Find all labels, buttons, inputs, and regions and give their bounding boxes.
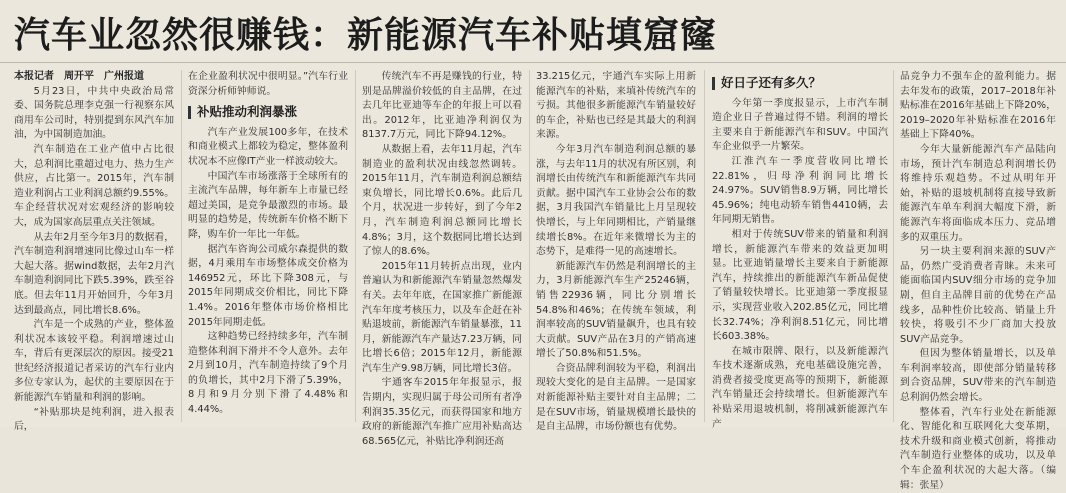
paragraph: 江淮汽车一季度营收同比增长22.81%，归母净利润同比增长24.97%。SUV销售8.9万辆，同比增长45.96%；纯电动轿车销售4410辆，去年同期无销售。	[712, 155, 888, 226]
paragraph: 从去年2月至今年3月的数据看，汽车制造利润增速同比像过山车一样大起大落。据wind数据，去年2月汽车制造利润同比下跌5.39%，跌至谷底。但去年11月开始回升，今年3月达到最高点，同比增长8.6%。	[14, 231, 174, 316]
paragraph: 汽车产业发展100多年，在技术和商业模式上都较为稳定，整体盈利状况本不应像IT产业一样波动较大。	[188, 126, 348, 167]
column-divider	[529, 70, 530, 422]
column-2	[188, 70, 348, 422]
paragraph: 汽车制造在工业产值中占比很大，总利润比重超过电力、热力生产供应，占比第一。2015年，汽车制造业利润占工业利润总额约9.55%。车企经营状况对宏观经济的影响较大，成为国家高层重点关注领域。	[14, 143, 174, 228]
section-heading-outlook	[712, 76, 888, 91]
column-5	[712, 70, 888, 430]
paragraph: 据汽车咨询公司威尔森提供的数据，4月乘用车市场整体成交价格为146952元，环比下降308元，与2015年同期成交价相比，同比下降1.4%。2016年整体市场价格相比2015年同期走低。	[188, 243, 348, 328]
paragraph: 宇通客车2015年年报显示，报告期内，实现归属于母公司所有者净利润35.35亿元，而获得国家和地方政府的新能源汽车推广应用补贴高达68.565亿元，补贴比净利润还高	[362, 377, 522, 447]
headline-rule	[0, 62, 1066, 63]
column-6	[900, 70, 1056, 491]
column-divider	[893, 70, 894, 422]
paragraph: 在城市限牌、限行，以及新能源汽车技术逐渐成熟，充电基础设施完善，消费者接受度更高等的预期下，新能源汽车销量还会持续增长。但新能源汽车补贴采用退坡机制，将削减新能源汽车产	[712, 345, 888, 430]
column-4	[536, 70, 696, 433]
column-divider	[355, 70, 356, 422]
column-divider	[181, 70, 182, 422]
section-heading-subsidy	[188, 105, 348, 120]
heading-marker	[188, 106, 191, 119]
paragraph: 相对于传统SUV带来的销量和利润增长，新能源汽车带来的效益更加明显。比亚迪销量增长主要来自于新能源汽车，持续推出的新能源汽车新品促使了销量较快增长。比亚迪第一季度报显示，实现营业收入202.85亿元，同比增长32.74%；净利润8.51亿元，同比增长603.38%。	[712, 228, 888, 343]
paragraph: 今年第一季度报显示，上市汽车制造企业日子普遍过得不错。利润的增长主要来自于新能源汽车和SUV。中国汽车企业似乎一片繁荣。	[712, 97, 888, 153]
paragraph: 今年大量新能源汽车产品陆向市场，预计汽车制造总利润增长仍将维持乐观趋势。不过从明年开始，补贴的退坡机制将直接导致新能源汽车单车利润大幅度下滑，新能源汽车将面临成本压力、竞品增多的双重压力。	[900, 143, 1056, 243]
paragraph: 今年3月汽车制造利润总额的暴涨，与去年11月的状况有所区别，利润增长由传统汽车和新能源汽车共同贡献。据中国汽车工业协会公布的数据，3月我国汽车销量比上月呈现较快增长，与上年同期相比，产销量继续增长8%。在近年来微增长为主的态势下，是难得一见的高速增长。	[536, 143, 696, 258]
column-divider	[704, 70, 705, 422]
paragraph: “补贴那块是纯利润，进入报表后，	[14, 406, 174, 433]
paragraph: 合资品牌利润较为平稳，利润出现较大变化的是自主品牌。一是国家对新能源补贴主要针对自主品牌；二是在SUV市场，销量规模增长最快的是自主品牌，市场份额也有优势。	[536, 362, 696, 433]
paragraph: 5月23日，中共中央政治局常委、国务院总理李克强一行视察东风商用车公司时，特别提到东风汽车加油，为中国制造加油。	[14, 85, 174, 141]
headline: 汽车业忽然很赚钱：新能源汽车补贴填窟窿	[14, 15, 718, 56]
section-heading-text: 补贴推动利润暴涨	[197, 104, 298, 120]
column-3	[362, 70, 522, 447]
paragraph: 在企业盈利状况中很明显。”汽车行业资深分析师钟师说。	[188, 71, 348, 97]
paragraph: 从数据上看，去年11月起，汽车制造业的盈利状况由线忽然调转。2015年11月，汽车制造利润总额结束负增长，同比增长0.6%。此后几个月，状况进一步转好，到了今年2月，汽车制造利润总额同比增长4.8%；3月，这个数据同比增长达到了惊人的8.6%。	[362, 143, 522, 258]
paragraph: 但因为整体销量增长，以及单车利润率较高，即使部分销量转移到合资品牌，SUV带来的汽车制造总利润仍然会增长。	[900, 348, 1056, 404]
paragraph: 汽车是一个成熟的产业，整体盈利状况本该较平稳。利润增速过山车，背后有更深层次的原因。接受21世纪经济报道记者采访的汽车行业内多位专家认为，起伏的主要原因在于新能源汽车销量和利润的影响。	[14, 319, 174, 404]
paragraph: 2015年11月转折点出现，业内普遍认为和新能源汽车销量忽然爆发有关。去年年底，在国家推广新能源汽车年度考核压力，以及车企赶在补贴退坡前，新能源汽车销量暴涨，11月，新能源汽车产量达7.23万辆，同比增长6倍；2015年12月，新能源汽车生产9.98万辆，同比增长3倍。	[362, 260, 522, 374]
paragraph: 中国汽车市场涨落于全球所有的主流汽车品牌，每年新车上市量已经超过美国，是竞争最激烈的市场。最明显的趋势是，传统新车价格不断下降，购车价一年比一年低。	[188, 170, 348, 240]
paragraph: 整体看，汽车行业处在新能源化、智能化和互联网化大变革期，技术升级和商业模式创新，将推动汽车制造行业整体的成功，以及单个车企盈利状况的大起大落。（编辑：张星）	[900, 406, 1056, 491]
paragraph: 品竞争力不强车企的盈利能力。据去年发布的政策，2017–2018年补贴标准在2016年基础上下降20%，2019–2020年补贴标准在2016年基础上下降40%。	[900, 71, 1056, 141]
column-1	[14, 70, 174, 433]
paragraph: 传统汽车不再是赚钱的行业，特别是品牌溢价较低的自主品牌，在过去几年比亚迪等车企的年报上可以看出。2012年，比亚迪净利润仅为8137.7万元，同比下降94.12%。	[362, 71, 522, 141]
paragraph: 新能源汽车仍然是利润增长的主力，3月新能源汽车生产25246辆，销售22936辆，同比分别增长54.8%和46%；在传统车领域，利润率较高的SUV销量飙升，也具有较大贡献。SUV产品在3月的产销高速增长了50.8%和51.5%。	[536, 260, 696, 360]
paragraph: 另一块主要利润来源的SUV产品，仍然广受消费者青睐。未来可能面临国内SUV细分市场的竞争加剧，但自主品牌目前的优势在产品线多，品种性价比较高、销量上升较快，将吸引不少厂商加大投放SUV产品竞争。	[900, 246, 1056, 345]
heading-marker	[712, 77, 715, 90]
paragraph: 这种趋势已经持续多年，汽车制造整体利润下滑并不令人意外。去年2月到10月，汽车制造持续了9个月的负增长，其中2月下滑了5.39%，8月和9月分别下滑了4.48%和4.44%。	[188, 331, 348, 416]
byline: 本报记者 周开平 广州报道	[14, 71, 144, 82]
section-heading-text: 好日子还有多久？	[721, 75, 822, 90]
paragraph: 33.215亿元，宇通汽车实际上用新能源汽车的补贴，来填补传统汽车的亏损。其他很多新能源汽车销量较好的车企，补贴也已经是其最大的利润来源。	[536, 71, 696, 141]
